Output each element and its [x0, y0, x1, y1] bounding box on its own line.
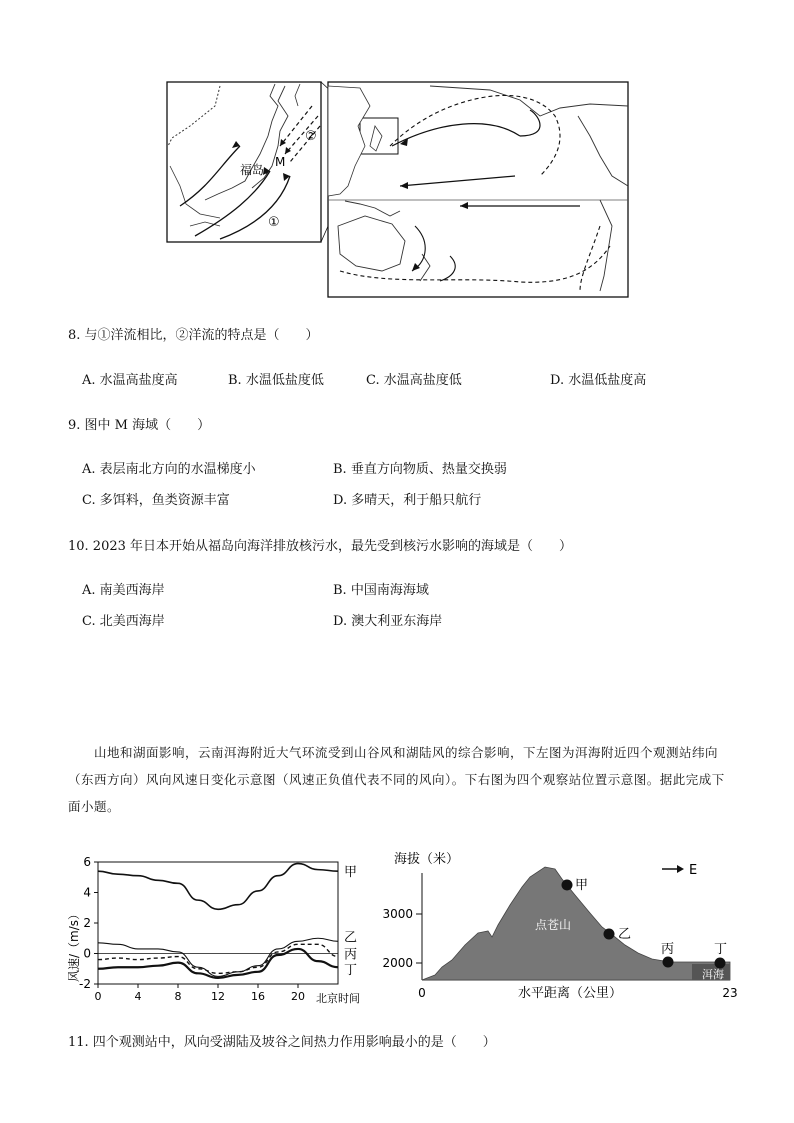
terrain-xtick-23: 23 [722, 986, 738, 1000]
wind-chart-xlabel: 北京时间 [316, 992, 360, 1005]
station-yi-label: 乙 [618, 927, 632, 942]
terrain-ytick-3000: 3000 [382, 907, 413, 921]
station-bing-label: 丙 [661, 942, 675, 957]
q9-option-a[interactable]: A. 表层南北方向的水温梯度小 [82, 462, 256, 477]
station-ding-marker [715, 958, 726, 969]
wind-speed-chart [62, 850, 372, 1010]
x-tick-label: 8 [174, 990, 182, 1003]
x-tick-label: 0 [94, 990, 102, 1003]
pacific-map [328, 82, 628, 297]
current-1-label: ① [268, 215, 280, 230]
x-tick-label: 12 [211, 990, 225, 1003]
wind-chart-frame [98, 862, 338, 984]
terrain-ylabel: 海拔（米） [394, 852, 460, 867]
station-yi-marker [604, 929, 615, 940]
x-tick-label: 4 [134, 990, 142, 1003]
q8-option-d[interactable]: D. 水温低盐度高 [550, 373, 647, 388]
m-label: M [275, 155, 286, 169]
passage-text: 山地和湖面影响，云南洱海附近大气环流受到山谷风和湖陆风的综合影响，下左图为洱海附近四个观测站纬向（东西方向）风向风速日变化示意图（风速正负值代表不同的风向）。下右图为四个观察站位置示意图。据此完成下面小题。 [68, 745, 725, 814]
mountain-label: 点苍山 [535, 918, 572, 932]
terrain-profile-chart [380, 845, 750, 1010]
q10-option-b[interactable]: B. 中国南海海域 [333, 583, 429, 598]
x-tick-label: 16 [251, 990, 265, 1003]
station-bing-marker [663, 957, 674, 968]
japan-inset-map [167, 82, 321, 242]
terrain-xtick-0: 0 [418, 986, 426, 1000]
current-2-label: ② [305, 129, 317, 144]
terrain-xlabel: 水平距离（公里） [517, 986, 623, 1001]
question-9-stem: 9. 图中 M 海域（ ） [68, 418, 211, 433]
y-tick-label: 6 [83, 855, 91, 869]
question-8-stem: 8. 与①洋流相比，②洋流的特点是（ ） [68, 328, 319, 343]
question-11-stem: 11. 四个观测站中，风向受湖陆及坡谷之间热力作用影响最小的是（ ） [68, 1035, 496, 1050]
q10-option-a[interactable]: A. 南美西海岸 [82, 583, 165, 598]
fukushima-label: 福岛 [240, 163, 265, 177]
q9-option-c[interactable]: C. 多饵料，鱼类资源丰富 [82, 493, 230, 508]
x-tick-label: 20 [291, 990, 305, 1003]
station-jia-label: 甲 [575, 878, 589, 893]
series-line-0 [98, 864, 338, 910]
east-direction-label: E [689, 863, 698, 878]
station-ding-label: 丁 [714, 942, 728, 957]
wind-chart-ylabel: 风速/（m/s） [67, 907, 81, 983]
q9-option-b[interactable]: B. 垂直方向物质、热量交换弱 [333, 462, 507, 477]
q8-option-a[interactable]: A. 水温高盐度高 [82, 373, 178, 388]
y-tick-label: 2 [83, 916, 91, 930]
question-10-stem: 10. 2023 年日本开始从福岛向海洋排放核污水，最先受到核污水影响的海域是（ ） [68, 539, 573, 554]
series-label-2: 丙 [344, 947, 358, 963]
y-tick-label: -2 [79, 977, 91, 991]
q10-option-c[interactable]: C. 北美西海岸 [82, 614, 165, 629]
ocean-current-map [160, 76, 640, 306]
y-tick-label: 0 [83, 946, 91, 961]
q10-option-d[interactable]: D. 澳大利亚东海岸 [333, 614, 443, 629]
east-arrow-icon [677, 865, 684, 873]
series-label-1: 乙 [344, 930, 358, 946]
q8-option-b[interactable]: B. 水温低盐度低 [228, 373, 324, 388]
q9-option-d[interactable]: D. 多晴天，利于船只航行 [333, 493, 482, 508]
y-tick-label: 4 [83, 885, 91, 900]
series-label-3: 丁 [344, 962, 358, 978]
lake-label: 洱海 [702, 968, 724, 981]
station-jia-marker [562, 880, 573, 891]
series-label-0: 甲 [344, 865, 358, 881]
terrain-ytick-2000: 2000 [382, 956, 413, 970]
q8-option-c[interactable]: C. 水温高盐度低 [366, 373, 462, 388]
